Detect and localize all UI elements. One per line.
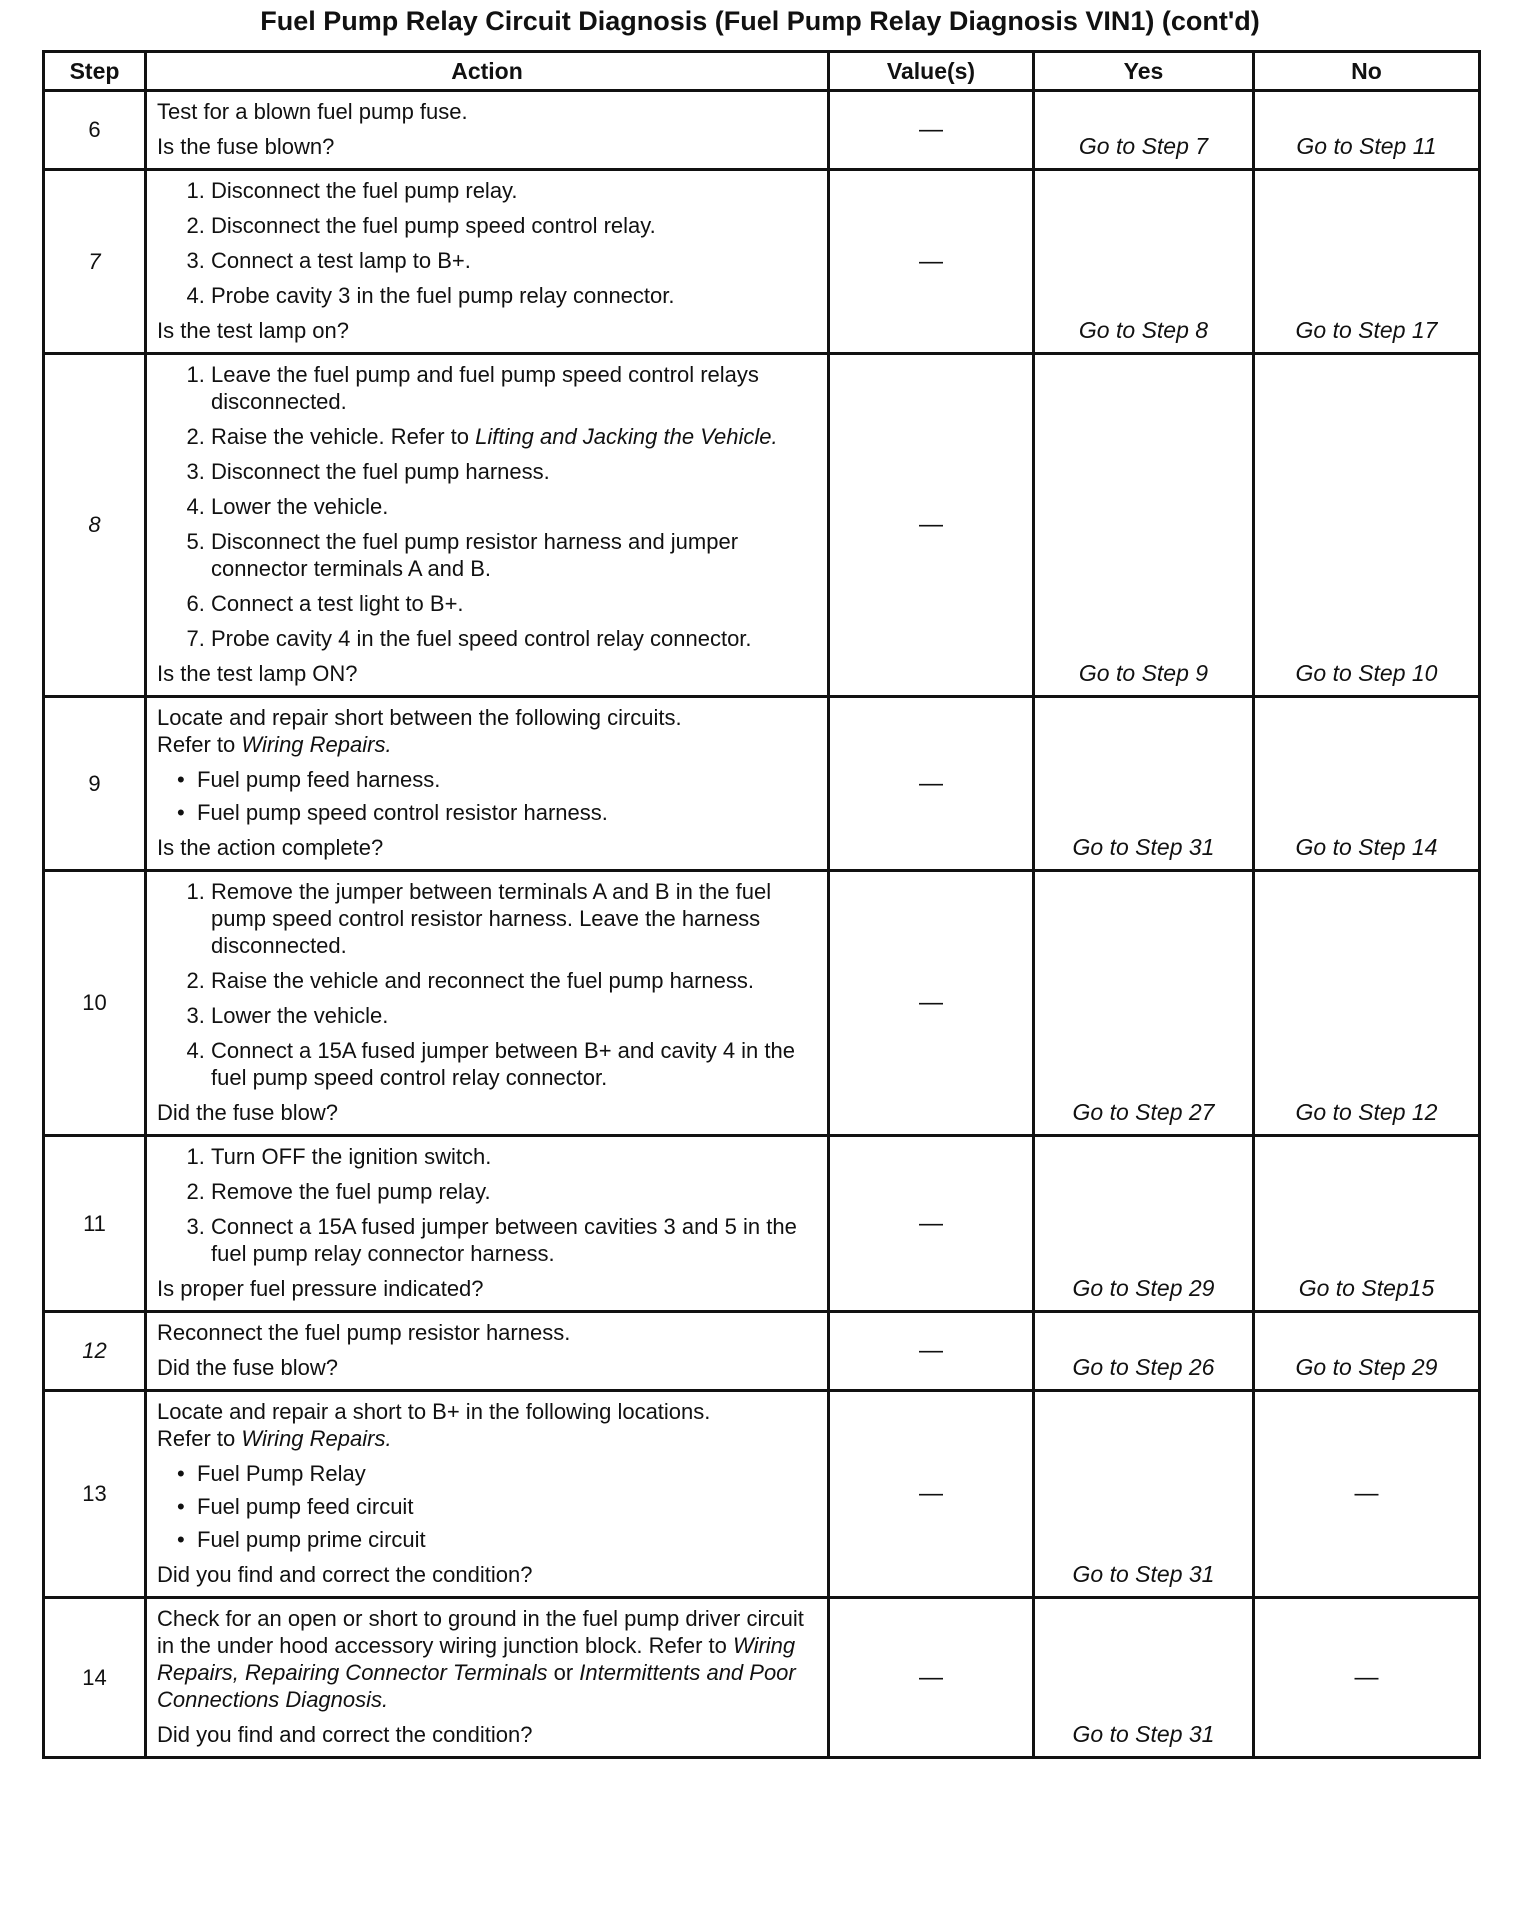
action-cell [146,871,829,1136]
page-title: Fuel Pump Relay Circuit Diagnosis (Fuel Pump Relay Diagnosis VIN1) (cont'd) [260,6,1260,36]
action-text: Test for a blown fuel pump fuse. [157,99,468,124]
reference-link[interactable]: Wiring Repairs. [241,1426,392,1451]
value-cell: — [829,871,1034,1136]
header-row [44,52,1480,91]
value-cell: — [829,91,1034,170]
list-item [211,423,819,450]
list-item: 2. Remove the fuel pump relay. [211,1178,819,1205]
list-item: 3. Connect a 15A fused jumper between cavities 3 and 5 in the fuel pump relay connector harness. [211,1213,819,1267]
yes-cell: Go to Step 31 [1034,1598,1254,1758]
list-item: 4. Probe cavity 3 in the fuel pump relay connector. [211,282,819,309]
list-item-text: Raise the vehicle. Refer to [211,424,470,449]
value-cell: — [829,1598,1034,1758]
list-item: 1. Turn OFF the ignition switch. [211,1143,819,1170]
step-number: 9 [44,697,146,871]
action-steps [157,1143,819,1267]
bullet-list [157,766,819,826]
step-number: 7 [44,170,146,354]
action-intro: Check for an open or short to ground in the fuel pump driver circuit in the under hood accessory wiring junction block. Refer to [157,1606,804,1658]
action-question: Did the fuse blow? [157,1100,338,1125]
step-number: 13 [44,1391,146,1598]
table-row [44,91,1480,170]
action-steps [157,177,819,309]
action-text: Reconnect the fuel pump resistor harness. [157,1320,571,1345]
reference-link[interactable]: Lifting and Jacking the Vehicle. [475,424,778,449]
list-item: 3. Lower the vehicle. [211,1002,819,1029]
list-item: 5. Disconnect the fuel pump resistor harness and jumper connector terminals A and B. [211,528,819,582]
yes-cell: Go to Step 7 [1034,91,1254,170]
refer-prefix: Refer to [157,1426,236,1451]
refer-prefix: Refer to [157,732,236,757]
action-cell [146,1136,829,1312]
yes-cell: Go to Step 29 [1034,1136,1254,1312]
value-cell: — [829,354,1034,697]
no-cell: Go to Step 11 [1254,91,1480,170]
list-item: 6. Connect a test light to B+. [211,590,819,617]
list-item: 3. Disconnect the fuel pump harness. [211,458,819,485]
list-item: 1. Disconnect the fuel pump relay. [211,177,819,204]
refer-line [157,1425,819,1452]
list-item: 2. Disconnect the fuel pump speed control relay. [211,212,819,239]
table-row [44,697,1480,871]
step-number: 6 [44,91,146,170]
no-cell: Go to Step 10 [1254,354,1480,697]
yes-cell: Go to Step 27 [1034,871,1254,1136]
list-item: • Fuel pump feed harness. [197,766,819,793]
action-cell [146,1391,829,1598]
action-cell [146,697,829,871]
step-number: 11 [44,1136,146,1312]
or-text: or [553,1660,574,1685]
yes-cell: Go to Step 31 [1034,697,1254,871]
header-yes: Yes [1034,52,1254,91]
action-question: Did you find and correct the condition? [157,1722,533,1747]
table-row [44,1391,1480,1598]
list-item: • Fuel pump speed control resistor harness. [197,799,819,826]
refer-line [157,731,819,758]
step-number: 10 [44,871,146,1136]
action-cell [146,91,829,170]
list-item: 4. Lower the vehicle. [211,493,819,520]
action-question: Did the fuse blow? [157,1355,338,1380]
step-number: 14 [44,1598,146,1758]
list-item: 2. Raise the vehicle and reconnect the fuel pump harness. [211,967,819,994]
table-row [44,170,1480,354]
reference-link[interactable]: Wiring Repairs. [241,732,392,757]
action-steps [157,878,819,1091]
list-item: 1. Remove the jumper between terminals A and B in the fuel pump speed control resistor harness. Leave the harness disconnected. [211,878,819,959]
table-row [44,1136,1480,1312]
header-no: No [1254,52,1480,91]
yes-cell: Go to Step 26 [1034,1312,1254,1391]
step-number: 12 [44,1312,146,1391]
action-question: Is proper fuel pressure indicated? [157,1276,484,1301]
table-row [44,1312,1480,1391]
value-cell: — [829,1312,1034,1391]
no-cell: Go to Step 17 [1254,170,1480,354]
yes-cell: Go to Step 31 [1034,1391,1254,1598]
header-values: Value(s) [829,52,1034,91]
action-question: Is the fuse blown? [157,134,335,159]
value-cell: — [829,1391,1034,1598]
no-cell: — [1254,1391,1480,1598]
list-item: • Fuel Pump Relay [197,1460,819,1487]
table-row [44,871,1480,1136]
action-text: Locate and repair short between the following circuits. [157,705,682,730]
bullet-list [157,1460,819,1553]
value-cell: — [829,1136,1034,1312]
value-cell: — [829,170,1034,354]
action-question: Is the test lamp on? [157,318,349,343]
action-question: Is the action complete? [157,835,384,860]
no-cell: Go to Step 29 [1254,1312,1480,1391]
reference-link[interactable]: Intermittents and Poor Connections Diagnosis. [157,1660,796,1712]
list-item: • Fuel pump feed circuit [197,1493,819,1520]
action-text: Locate and repair a short to B+ in the following locations. [157,1399,711,1424]
list-item: • Fuel pump prime circuit [197,1526,819,1553]
no-cell: Go to Step 12 [1254,871,1480,1136]
diagnosis-table [42,50,1481,1759]
yes-cell: Go to Step 8 [1034,170,1254,354]
list-item: 3. Connect a test lamp to B+. [211,247,819,274]
list-item: 1. Leave the fuel pump and fuel pump speed control relays disconnected. [211,361,819,415]
action-cell [146,1312,829,1391]
no-cell: — [1254,1598,1480,1758]
action-cell [146,1598,829,1758]
action-text [157,1605,819,1713]
reference-link[interactable]: Wiring Repairs, Repairing Connector Terminals [157,1633,796,1685]
no-cell: Go to Step 14 [1254,697,1480,871]
list-item: 4. Connect a 15A fused jumper between B+ and cavity 4 in the fuel pump speed control relay connector. [211,1037,819,1091]
table-row [44,1598,1480,1758]
no-cell: Go to Step15 [1254,1136,1480,1312]
header-action: Action [146,52,829,91]
value-cell: — [829,697,1034,871]
action-question: Did you find and correct the condition? [157,1562,533,1587]
action-cell [146,170,829,354]
action-cell [146,354,829,697]
step-number: 8 [44,354,146,697]
list-item: 7. Probe cavity 4 in the fuel speed control relay connector. [211,625,819,652]
table-row [44,354,1480,697]
header-step: Step [44,52,146,91]
action-question: Is the test lamp ON? [157,661,358,686]
action-steps [157,361,819,652]
yes-cell: Go to Step 9 [1034,354,1254,697]
